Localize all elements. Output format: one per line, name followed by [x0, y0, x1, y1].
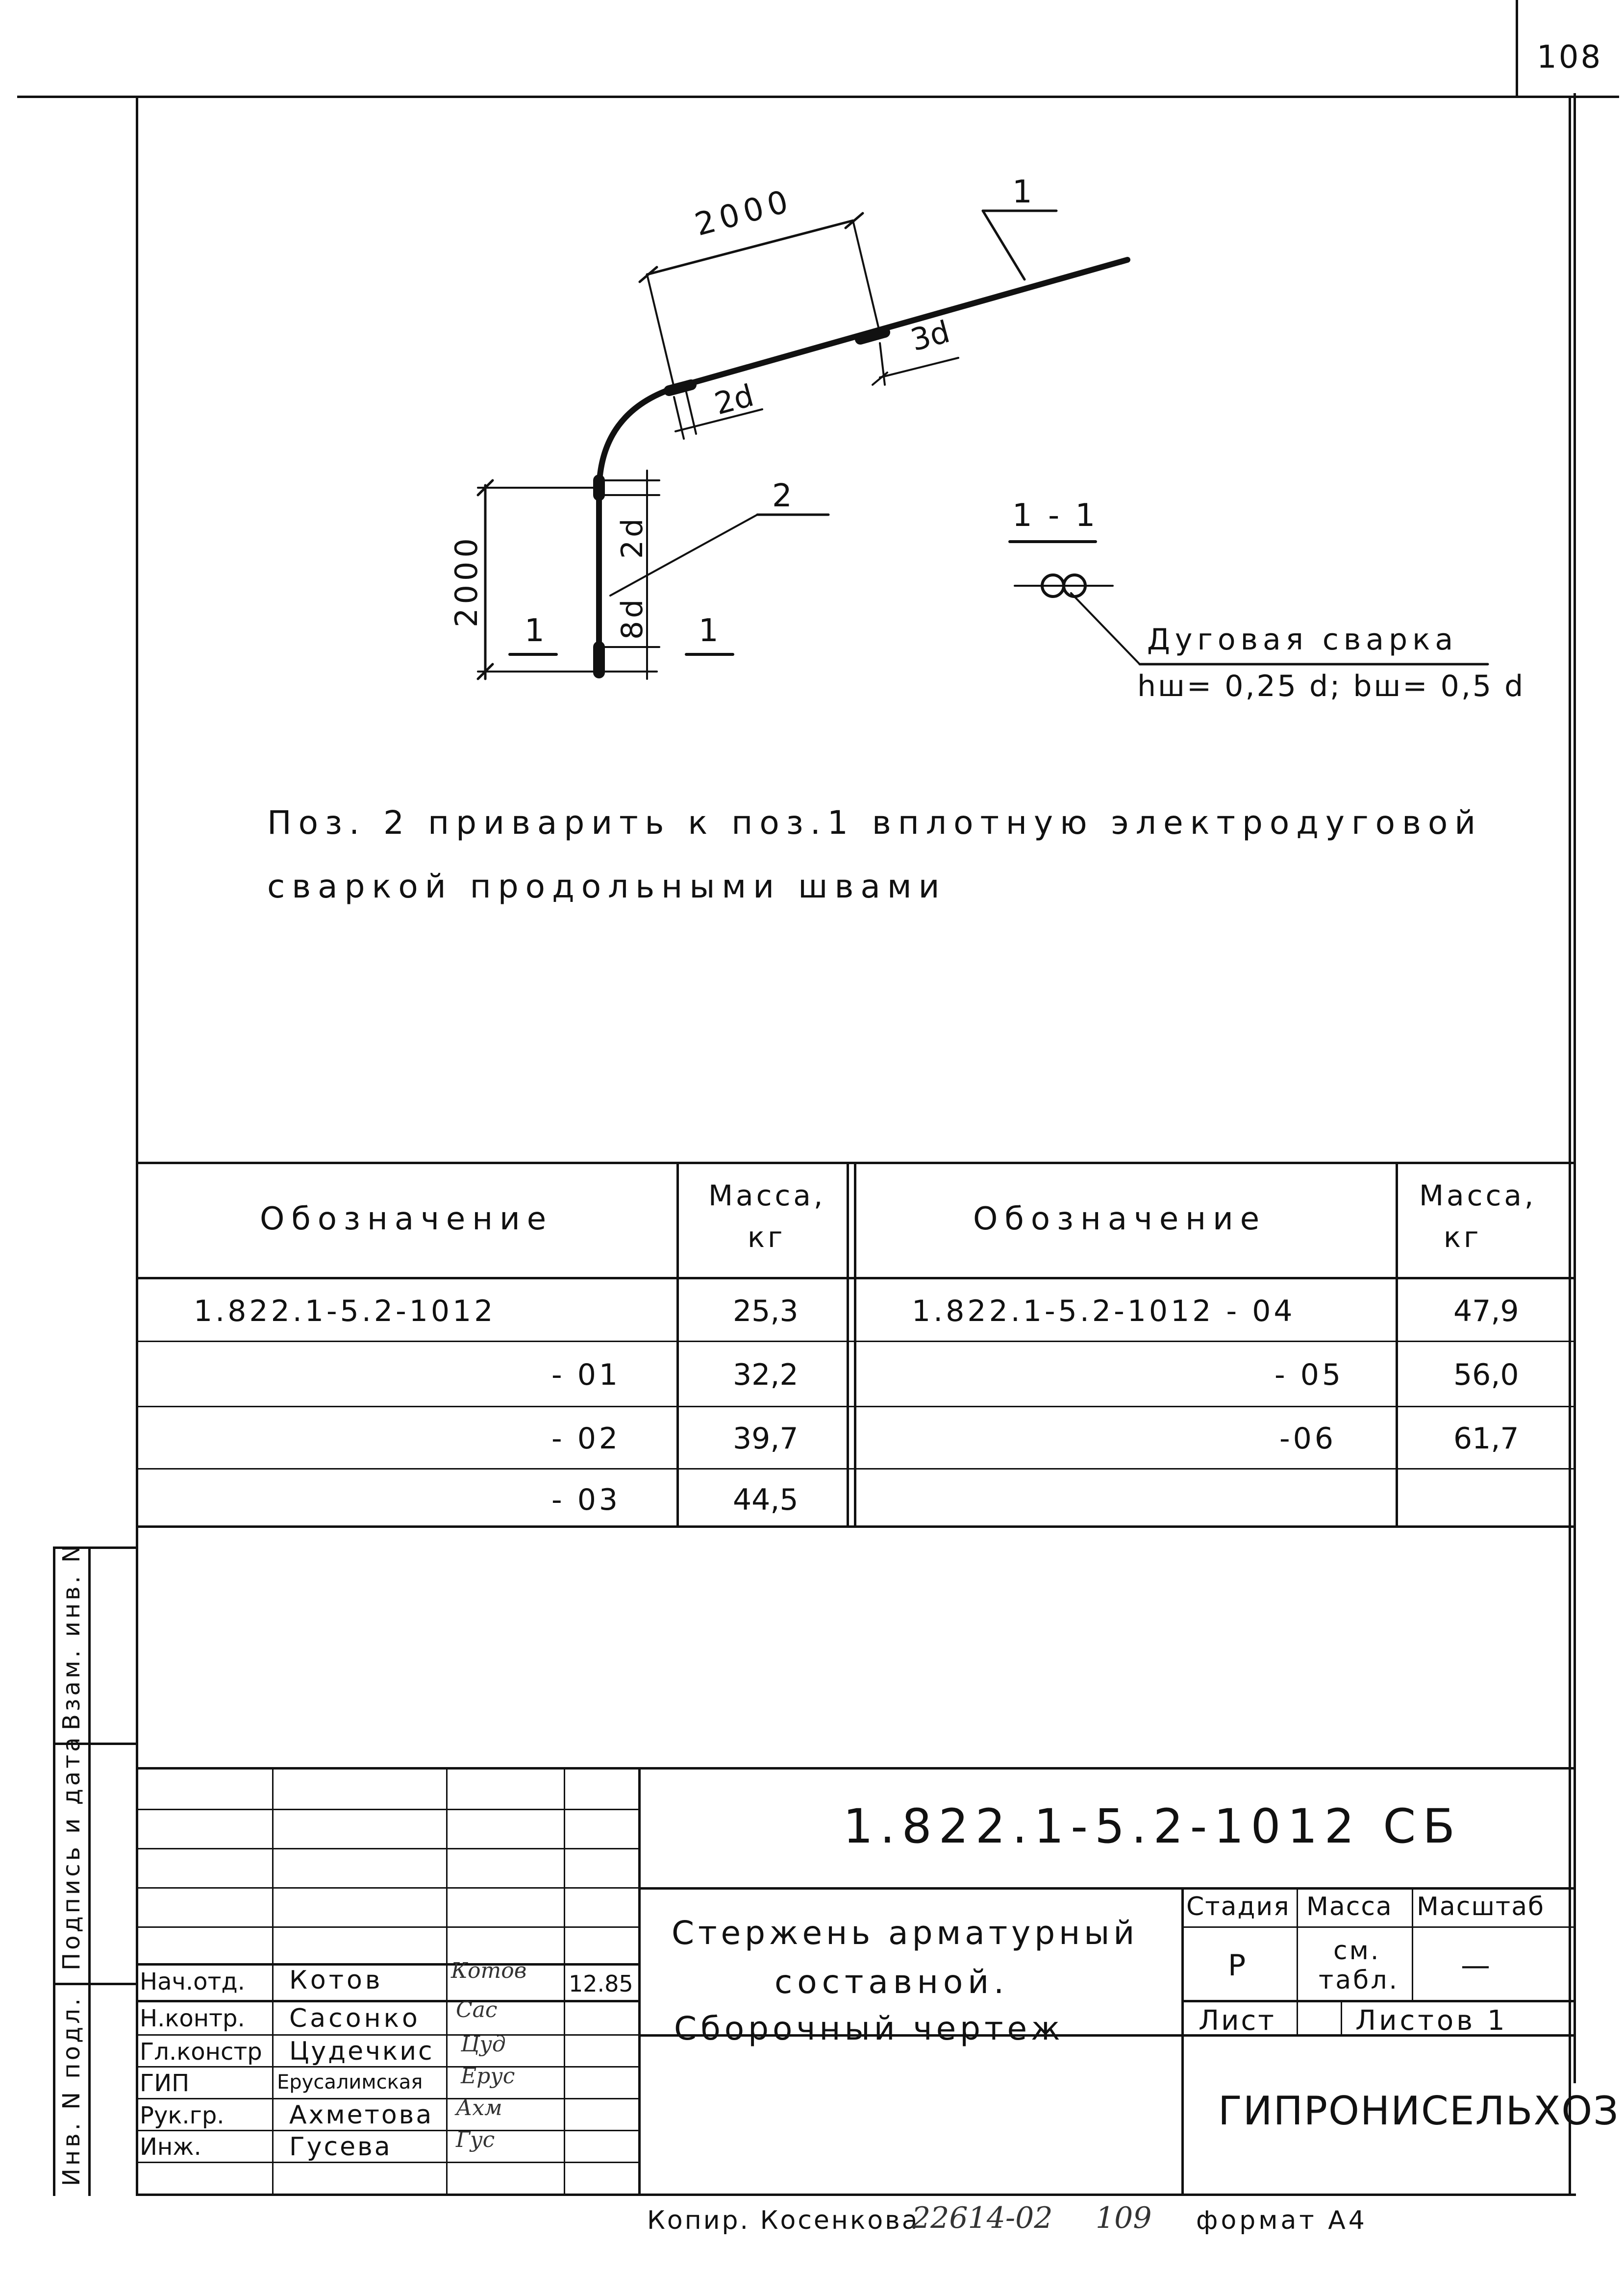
title-line-2: составной.: [775, 1963, 1009, 2001]
leader-label-1: 1: [1012, 174, 1032, 210]
dimension-top: 2000: [691, 182, 797, 244]
table-row-mass: 39,7: [733, 1421, 799, 1456]
section-mark-right: 1: [699, 613, 719, 649]
rebar-bar: [599, 260, 1127, 672]
doc-code: 1.822.1-5.2-1012 СБ: [843, 1799, 1462, 1854]
sign-name: Ахметова: [289, 2100, 434, 2130]
table-row-designation: - 01: [551, 1358, 621, 1392]
signature-0: Котов: [451, 1958, 527, 1983]
weld-2d-top-label: 2d: [711, 377, 758, 422]
footer-page: 109: [1096, 2201, 1152, 2235]
table-row-mass: 32,2: [733, 1358, 799, 1392]
signature-3: Ерус: [461, 2064, 515, 2089]
table-row-designation: - 02: [551, 1421, 621, 1456]
sign-role: Н.контр.: [140, 2005, 245, 2032]
table-row-designation: -06: [1279, 1421, 1336, 1456]
note-line-2: сваркой продольными швами: [267, 868, 947, 905]
weld-params: hш= 0,25 d; bш= 0,5 d: [1137, 669, 1525, 703]
header-designation-right: Обозначение: [973, 1201, 1267, 1237]
header-unit-right: кг: [1444, 1221, 1482, 1254]
table-row-designation: 1.822.1-5.2-1012: [194, 1294, 496, 1328]
stage-value: Р: [1228, 1948, 1246, 1983]
note-line-1: Поз. 2 приварить к поз.1 вплотную электродуговой: [267, 804, 1483, 842]
weld-8d-label: 8d: [615, 596, 650, 640]
mass-value-1: см.: [1333, 1936, 1381, 1966]
side-podpis-data: Подпись и дата: [58, 1734, 85, 1970]
signature-5: Гус: [456, 2127, 495, 2152]
header-mass-left: Масса,: [708, 1179, 826, 1212]
sheets-label: Листов 1: [1355, 2005, 1508, 2037]
organization: ГИПРОНИСЕЛЬХОЗ: [1218, 2088, 1620, 2134]
header-unit-left: кг: [748, 1221, 786, 1254]
footer-format: формат А4: [1196, 2206, 1368, 2235]
header-designation-left: Обозначение: [260, 1201, 553, 1237]
footer-copier: Копир. Косенкова: [647, 2206, 920, 2235]
table-row-designation: - 05: [1274, 1358, 1344, 1392]
sign-name: Котов: [289, 1966, 383, 1995]
sign-role: Рук.гр.: [140, 2102, 225, 2129]
scale-value: —: [1461, 1948, 1490, 1983]
table-row-designation: 1.822.1-5.2-1012 - 04: [912, 1294, 1296, 1328]
weld-title: Дуговая сварка: [1147, 623, 1458, 657]
header-mass-right: Масса,: [1419, 1179, 1537, 1212]
table-row-mass: 61,7: [1453, 1421, 1519, 1456]
sign-date: 12.85: [569, 1970, 633, 1997]
mass-value-2: табл.: [1319, 1966, 1399, 1995]
table-row-mass: 25,3: [733, 1294, 799, 1328]
weld-2d-side-label: 2d: [615, 515, 650, 559]
sheet-label: Лист: [1199, 2005, 1276, 2037]
title-line-1: Стержень арматурный: [672, 1914, 1139, 1952]
weld-3d-label: 3d: [907, 313, 954, 358]
sign-role: Нач.отд.: [140, 1968, 245, 1995]
side-inv-podl: Инв. N подл.: [58, 1995, 85, 2186]
sign-name: Цудечкис: [289, 2037, 434, 2066]
section-title: 1 - 1: [1012, 498, 1099, 534]
signature-2: Цуд: [461, 2032, 506, 2057]
page-number: 108: [1537, 39, 1603, 75]
title-line-3: Сборочный чертеж: [674, 2010, 1064, 2047]
sign-role: Гл.констр: [140, 2038, 262, 2066]
footer-number: 22614-02: [912, 2201, 1053, 2235]
side-vzam-inv: Взам. инв. N: [58, 1542, 85, 1730]
dimension-left: 2000: [449, 534, 484, 627]
mass-label: Масса: [1306, 1892, 1393, 1921]
sign-name: Сасонко: [289, 2004, 421, 2033]
signature-4: Ахм: [456, 2095, 502, 2120]
sign-name: Гусева: [289, 2132, 392, 2162]
signature-1: Сас: [456, 1997, 498, 2022]
stage-label: Стадия: [1186, 1892, 1290, 1921]
scale-label: Масштаб: [1417, 1892, 1545, 1921]
table-row-mass: 47,9: [1453, 1294, 1519, 1328]
table-row-mass: 56,0: [1453, 1358, 1519, 1392]
table-row-designation: - 03: [551, 1483, 621, 1517]
table-row-mass: 44,5: [733, 1483, 799, 1517]
section-mark-left: 1: [525, 613, 545, 649]
sign-role: Инж.: [140, 2133, 201, 2161]
leader-label-2: 2: [772, 478, 792, 514]
sign-name: Ерусалимская: [277, 2071, 423, 2094]
sign-role: ГИП: [140, 2070, 190, 2097]
